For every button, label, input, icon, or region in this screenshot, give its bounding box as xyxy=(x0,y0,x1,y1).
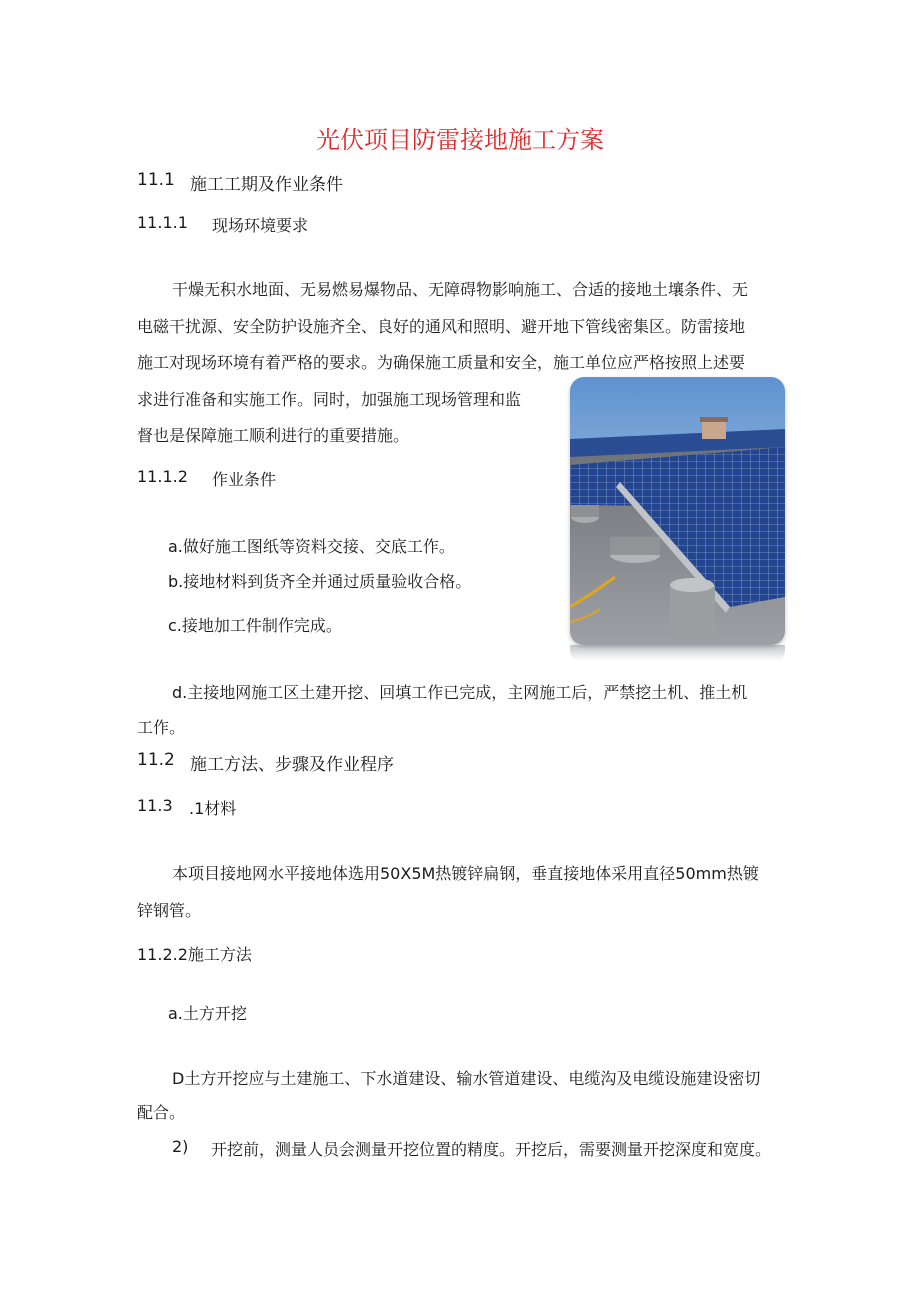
heading-number: 11.2 xyxy=(137,750,175,770)
step-number: 2) xyxy=(172,1137,189,1156)
paragraph-line: 求进行准备和实施工作。同时，加强施工现场管理和监 xyxy=(137,390,522,409)
heading-number: 11.1.1 xyxy=(137,213,188,232)
paragraph-line: 配合。 xyxy=(137,1103,186,1122)
solar-panel-photo xyxy=(570,377,785,645)
paragraph-line: 施工对现场环境有着严格的要求。为确保施工质量和安全，施工单位应严格按照上述要 xyxy=(137,353,746,372)
step-item: a.土方开挖 xyxy=(168,1004,247,1023)
heading-text: 作业条件 xyxy=(212,470,277,489)
heading-text: 施工工期及作业条件 xyxy=(190,175,343,195)
heading-number: 11.3 xyxy=(137,796,173,815)
paragraph-line: D土方开挖应与土建施工、下水道建设、输水管道建设、电缆沟及电缆设施建设密切 xyxy=(172,1069,761,1088)
paragraph-line: 督也是保障施工顺利进行的重要措施。 xyxy=(137,426,410,445)
paragraph-line: 锌钢管。 xyxy=(137,901,202,920)
condition-item: a.做好施工图纸等资料交接、交底工作。 xyxy=(168,537,455,556)
condition-item: c.接地加工件制作完成。 xyxy=(168,616,342,635)
heading-text: 施工方法、步骤及作业程序 xyxy=(190,755,394,775)
condition-item: b.接地材料到货齐全并通过质量验收合格。 xyxy=(168,572,472,591)
paragraph-line: 本项目接地网水平接地体选用50X5M热镀锌扁钢，垂直接地体采用直径50mm热镀 xyxy=(172,864,759,883)
paragraph-line: 开挖前，测量人员会测量开挖位置的精度。开挖后，需要测量开挖深度和宽度。 xyxy=(211,1140,772,1159)
photo-reflection xyxy=(570,645,785,661)
heading-11-2-2: 11.2.2施工方法 xyxy=(137,945,252,964)
paragraph-line: 干燥无积水地面、无易燃易爆物品、无障碍物影响施工、合适的接地土壤条件、无 xyxy=(172,280,749,299)
page-title: 光伏项目防雷接地施工方案 xyxy=(316,126,604,154)
heading-text: 现场环境要求 xyxy=(212,216,309,235)
heading-text: .1材料 xyxy=(189,799,237,818)
condition-item-cont: 工作。 xyxy=(137,718,186,737)
heading-number: 11.1 xyxy=(137,170,175,190)
heading-number: 11.1.2 xyxy=(137,467,188,486)
paragraph-line: 电磁干扰源、安全防护设施齐全、良好的通风和照明、避开地下管线密集区。防雷接地 xyxy=(137,317,746,336)
condition-item: d.主接地网施工区土建开挖、回填工作已完成，主网施工后，严禁挖土机、推土机 xyxy=(172,683,748,702)
